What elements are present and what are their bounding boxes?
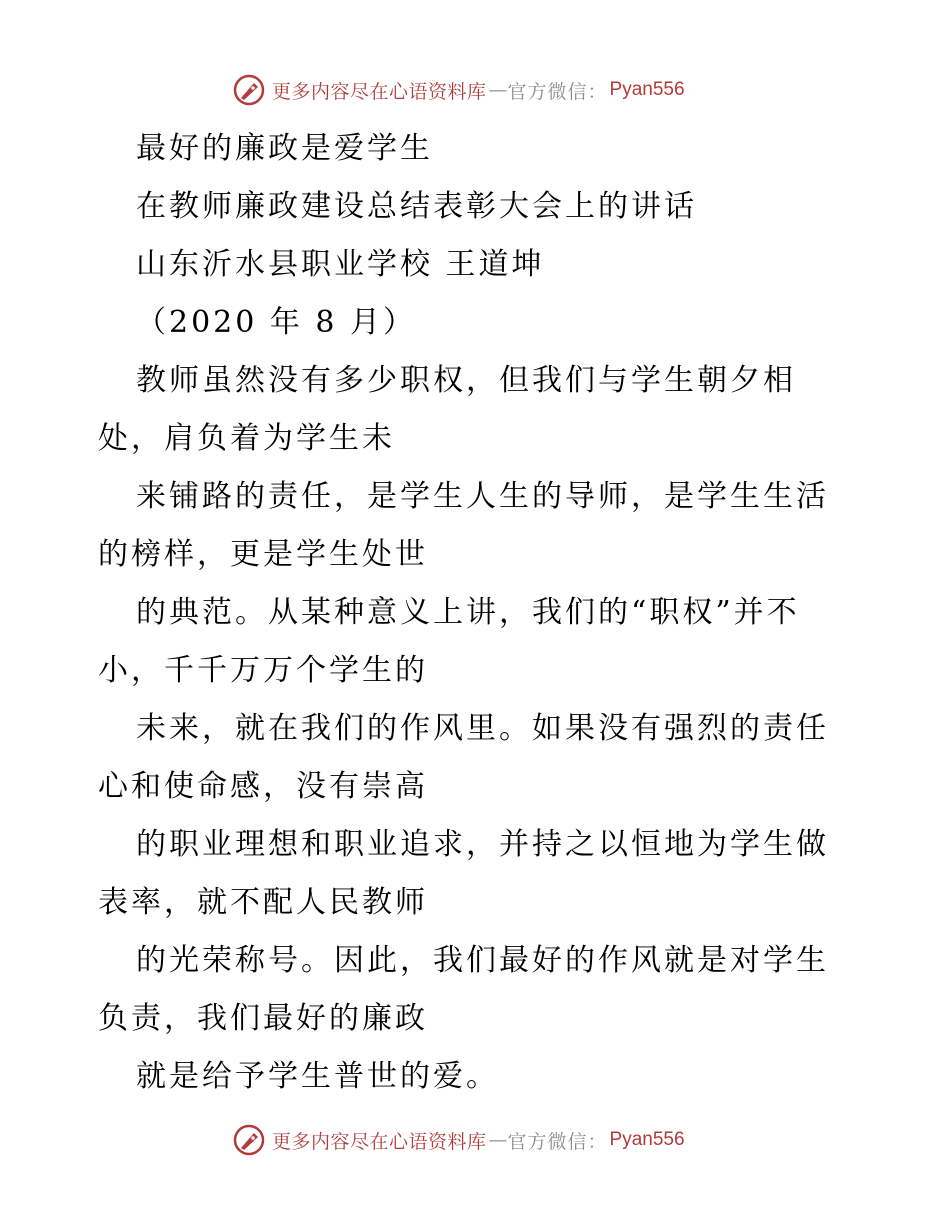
pen-nib-logo-icon xyxy=(232,73,266,107)
paragraph-line: 的典范。从某种意义上讲，我们的“职权”并不 xyxy=(136,595,800,630)
banner-separator: — xyxy=(488,1129,508,1151)
paragraph-line: 来铺路的责任，是学生人生的导师，是学生生活 xyxy=(136,479,829,514)
banner-separator: — xyxy=(488,79,508,101)
footer-banner xyxy=(232,1122,685,1158)
banner-wechat-id: Pyan556 xyxy=(609,1129,685,1150)
paragraph-line: 的榜样，更是学生处世 xyxy=(98,537,428,572)
banner-brand-text: 更多内容尽在心语资料库 xyxy=(272,1130,487,1153)
document-subtitle: 在教师廉政建设总结表彰大会上的讲话 xyxy=(136,189,697,224)
paragraph-line: 负责，我们最好的廉政 xyxy=(98,1001,428,1036)
banner-wechat-label: 官方微信： xyxy=(507,80,608,103)
document-author: 山东沂水县职业学校 王道坤 xyxy=(136,247,545,282)
paragraph-line: 表率，就不配人民教师 xyxy=(98,885,428,920)
header-banner xyxy=(232,72,685,108)
banner-wechat-label: 官方微信： xyxy=(507,1130,608,1153)
paragraph-line: 就是给予学生普世的爱。 xyxy=(136,1059,499,1094)
paragraph-line: 处，肩负着为学生未 xyxy=(98,421,395,456)
document-body xyxy=(98,120,858,1106)
paragraph-line: 的职业理想和职业追求，并持之以恒地为学生做 xyxy=(136,827,829,862)
document-title: 最好的廉政是爱学生 xyxy=(136,131,433,166)
paragraph-line: 心和使命感，没有崇高 xyxy=(98,769,428,804)
document-date: （2020 年 8 月） xyxy=(136,305,417,340)
paragraph-line: 教师虽然没有多少职权，但我们与学生朝夕相 xyxy=(136,363,796,398)
paragraph-line: 未来，就在我们的作风里。如果没有强烈的责任 xyxy=(136,711,829,746)
banner-wechat-id: Pyan556 xyxy=(609,79,685,100)
paragraph-line: 的光荣称号。因此，我们最好的作风就是对学生 xyxy=(136,943,829,978)
pen-nib-logo-icon xyxy=(232,1123,266,1157)
banner-brand-text: 更多内容尽在心语资料库 xyxy=(272,80,487,103)
paragraph-line: 小，千千万万个学生的 xyxy=(98,653,428,688)
